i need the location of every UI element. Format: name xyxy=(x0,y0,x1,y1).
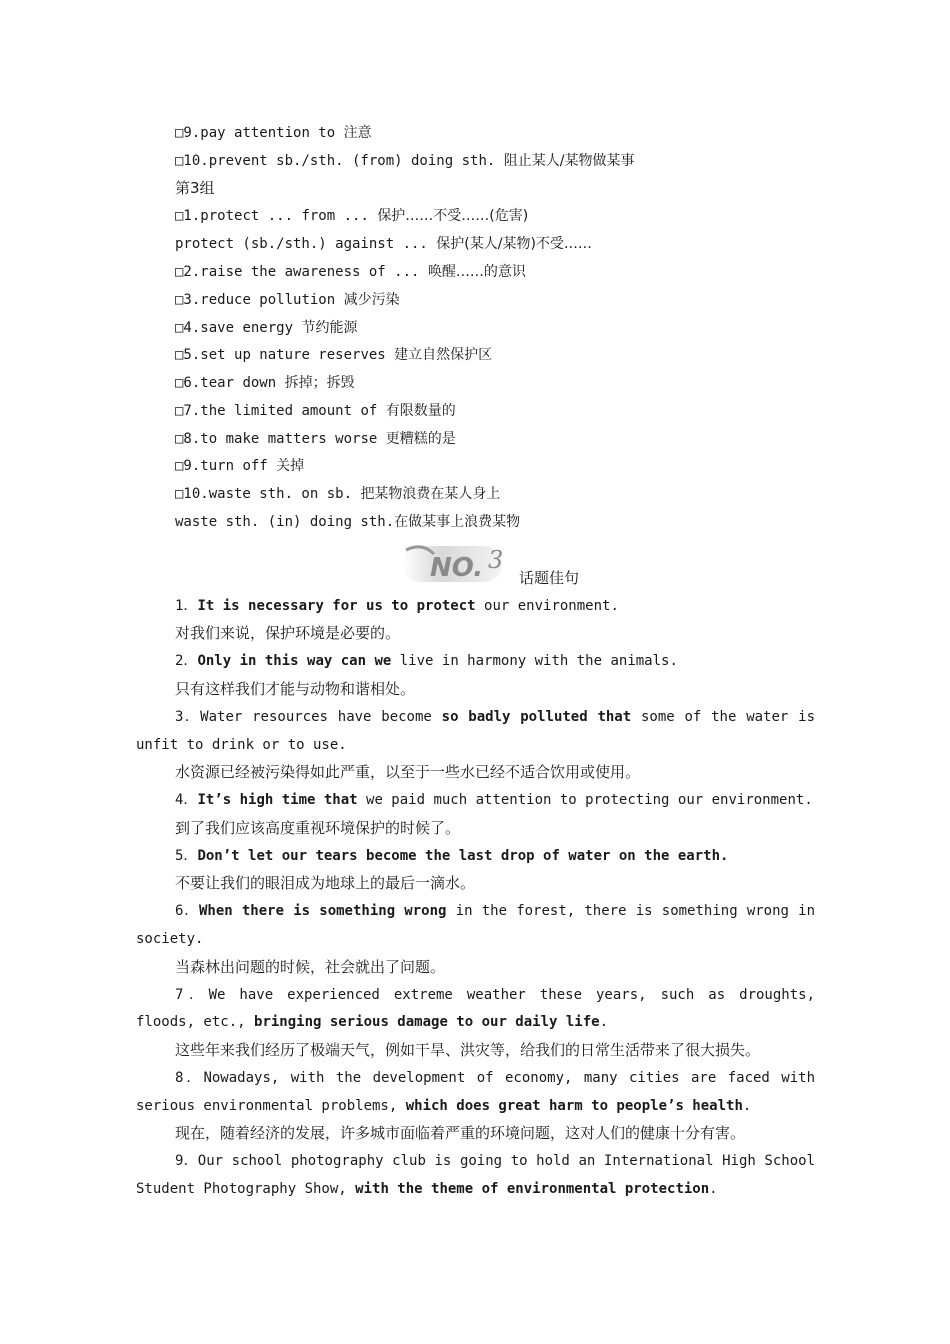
sentence-en: 3．Water resources have become so badly polluted that some of the water is xyxy=(175,709,815,725)
sentence-en: 7．We have experienced extreme weather these years, such as droughts, xyxy=(175,987,815,1003)
phrase-item: □10.waste sth. on sb. 把某物浪费在某人身上 xyxy=(175,486,501,502)
sentence-en: 2．Only in this way can we live in harmony with the animals. xyxy=(175,653,678,669)
phrase-item: protect (sb./sth.) against ... 保护(某人/某物)不受…… xyxy=(175,236,592,252)
sentence-en: 6．When there is something wrong in the forest, there is something wrong in xyxy=(175,903,816,919)
section-banner xyxy=(400,540,590,586)
phrase-item: □8.to make matters worse 更糟糕的是 xyxy=(175,431,456,447)
phrase-item: □1.protect ... from ... 保护……不受……(危害) xyxy=(175,208,529,224)
sentence-en-cont: Student Photography Show, with the theme of environmental protection. xyxy=(136,1181,718,1197)
phrase-item: □3.reduce pollution 减少污染 xyxy=(175,292,400,308)
phrase-item: □4.save energy 节约能源 xyxy=(175,320,358,336)
phrase-item: □5.set up nature reserves 建立自然保护区 xyxy=(175,347,493,363)
no3-badge-icon xyxy=(400,540,510,586)
section-title: 话题佳句 xyxy=(519,569,580,587)
group-heading: 第3组 xyxy=(175,179,215,197)
sentence-zh: 水资源已经被污染得如此严重，以至于一些水已经不适合饮用或使用。 xyxy=(175,763,641,781)
phrase-item: □6.tear down 拆掉；拆毁 xyxy=(175,375,355,391)
sentence-en-cont: floods, etc., bringing serious damage to our daily life. xyxy=(136,1014,609,1030)
sentence-zh: 这些年来我们经历了极端天气，例如干旱、洪灾等，给我们的日常生活带来了很大损失。 xyxy=(175,1041,761,1059)
sentence-en: 9．Our school photography club is going to hold an International High School xyxy=(175,1153,815,1169)
sentence-zh: 不要让我们的眼泪成为地球上的最后一滴水。 xyxy=(175,874,476,892)
sentence-zh: 到了我们应该高度重视环境保护的时候了。 xyxy=(175,819,461,837)
phrase-item: □10.prevent sb./sth. (from) doing sth. 阻止某人/某物做某事 xyxy=(175,153,635,169)
svg-text:3: 3 xyxy=(488,546,504,574)
sentence-zh: 现在，随着经济的发展，许多城市面临着严重的环境问题，这对人们的健康十分有害。 xyxy=(175,1124,746,1142)
phrase-item: □9.turn off 关掉 xyxy=(175,458,305,474)
phrase-item: □2.raise the awareness of ... 唤醒……的意识 xyxy=(175,264,526,280)
sentence-en: 8．Nowadays, with the development of economy, many cities are faced with xyxy=(175,1070,815,1086)
phrase-item: waste sth. (in) doing sth.在做某事上浪费某物 xyxy=(175,514,521,530)
sentence-en-cont: serious environmental problems, which does great harm to people’s health. xyxy=(136,1098,752,1114)
sentence-en: 5．Don’t let our tears become the last drop of water on the earth. xyxy=(175,848,729,864)
phrase-item: □7.the limited amount of 有限数量的 xyxy=(175,403,456,419)
sentence-en: 1．It is necessary for us to protect our environment. xyxy=(175,598,619,614)
sentence-en: 4．It’s high time that we paid much attention to protecting our environment. xyxy=(175,792,813,808)
sentence-zh: 只有这样我们才能与动物和谐相处。 xyxy=(175,680,416,698)
sentence-zh: 当森林出问题的时候，社会就出了问题。 xyxy=(175,958,446,976)
sentence-zh: 对我们来说，保护环境是必要的。 xyxy=(175,624,401,642)
sentence-en-cont: unfit to drink or to use. xyxy=(136,737,347,753)
sentence-en-cont: society. xyxy=(136,931,204,947)
svg-text:NO.: NO. xyxy=(430,553,484,583)
phrase-item: □9.pay attention to 注意 xyxy=(175,125,372,141)
